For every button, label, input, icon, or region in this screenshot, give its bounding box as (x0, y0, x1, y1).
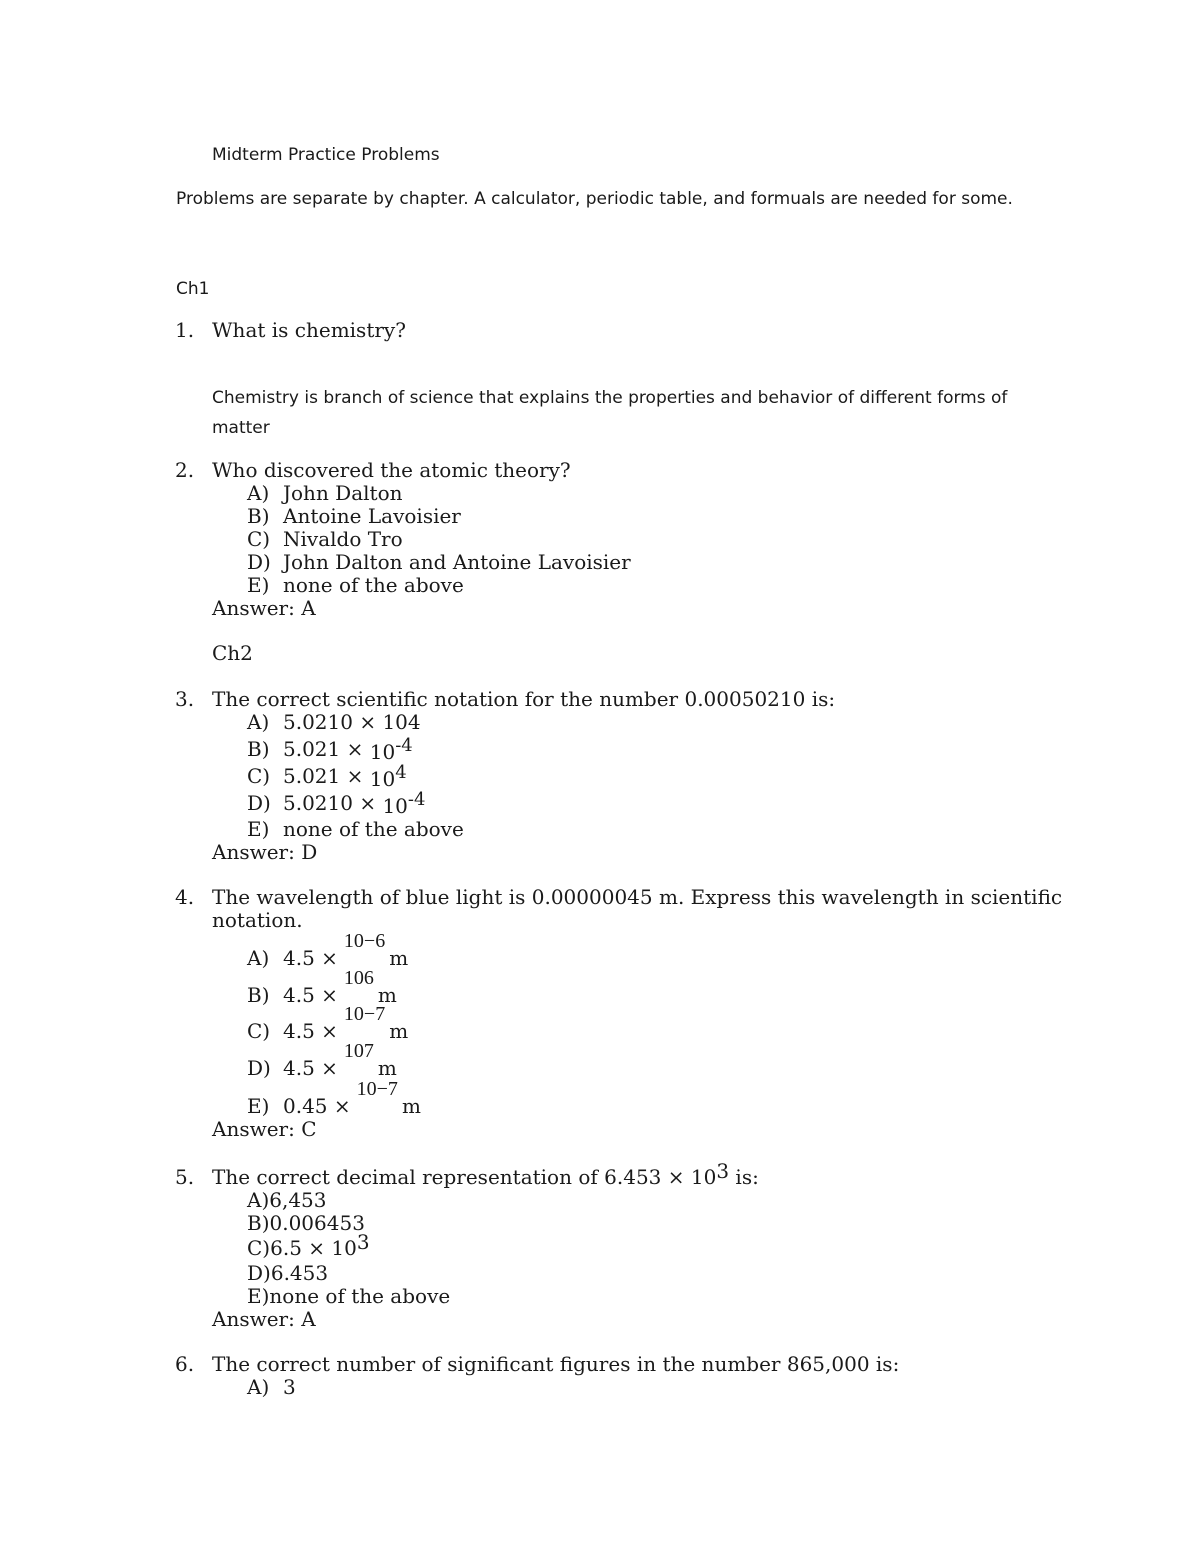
answer-text: matter (212, 418, 270, 438)
intro-text: Problems are separate by chapter. A calculator, periodic table, and formuals are needed for some. (176, 189, 1013, 209)
answer-key: Answer: C (212, 1117, 317, 1141)
question-text: What is chemistry? (212, 318, 406, 342)
question-text: The wavelength of blue light is 0.00000045 m. Express this wavelength in scientific (212, 885, 1063, 909)
answer-option: D) 5.0210 × 10-4 (247, 789, 426, 818)
answer-option: C) 5.021 × 104 (247, 762, 407, 791)
answer-option: B)0.006453 (247, 1211, 365, 1235)
answer-option: D)6.453 (247, 1261, 329, 1285)
question-number: 3. (175, 687, 195, 711)
question-text: The correct number of significant figures in the number 865,000 is: (212, 1352, 900, 1376)
answer-option: B) Antoine Lavoisier (247, 504, 461, 528)
question-number: 4. (175, 885, 195, 909)
answer-option: A) 3 (247, 1375, 296, 1399)
answer-option: A) 4.5 ×10−6m (247, 930, 409, 970)
answer-option: A) 5.0210 × 104 (247, 710, 421, 734)
question-text: The correct decimal representation of 6.453 × 103 is: (212, 1159, 759, 1189)
answer-option: A) John Dalton (247, 481, 403, 505)
answer-key: Answer: A (212, 596, 316, 620)
answer-option: B) 4.5 ×106m (247, 967, 397, 1007)
answer-key: Answer: D (212, 840, 318, 864)
answer-option: C) 4.5 ×10−7m (247, 1003, 409, 1043)
answer-key: Answer: A (212, 1307, 316, 1331)
answer-option: D) 4.5 ×107m (247, 1040, 397, 1080)
answer-option: E)none of the above (247, 1284, 451, 1308)
answer-option: E) 0.45 ×10−7m (247, 1078, 421, 1118)
answer-text: Chemistry is branch of science that explains the properties and behavior of different forms of (212, 388, 1008, 408)
question-number: 1. (175, 318, 195, 342)
chapter-heading-ch1: Ch1 (176, 279, 210, 299)
answer-option: C)6.5 × 103 (247, 1230, 370, 1260)
chapter-heading-ch2: Ch2 (212, 641, 253, 665)
question-number: 5. (175, 1165, 195, 1189)
page-title: Midterm Practice Problems (212, 145, 440, 165)
question-number: 2. (175, 458, 195, 482)
answer-option: B) 5.021 × 10-4 (247, 735, 413, 764)
answer-option: E) none of the above (247, 573, 464, 597)
answer-option: C) Nivaldo Tro (247, 527, 403, 551)
answer-option: E) none of the above (247, 817, 464, 841)
question-text: Who discovered the atomic theory? (212, 458, 571, 482)
question-text: notation. (212, 908, 303, 932)
question-number: 6. (175, 1352, 195, 1376)
answer-option: A)6,453 (247, 1188, 327, 1212)
answer-option: D) John Dalton and Antoine Lavoisier (247, 550, 631, 574)
question-text: The correct scientific notation for the number 0.00050210 is: (212, 687, 836, 711)
